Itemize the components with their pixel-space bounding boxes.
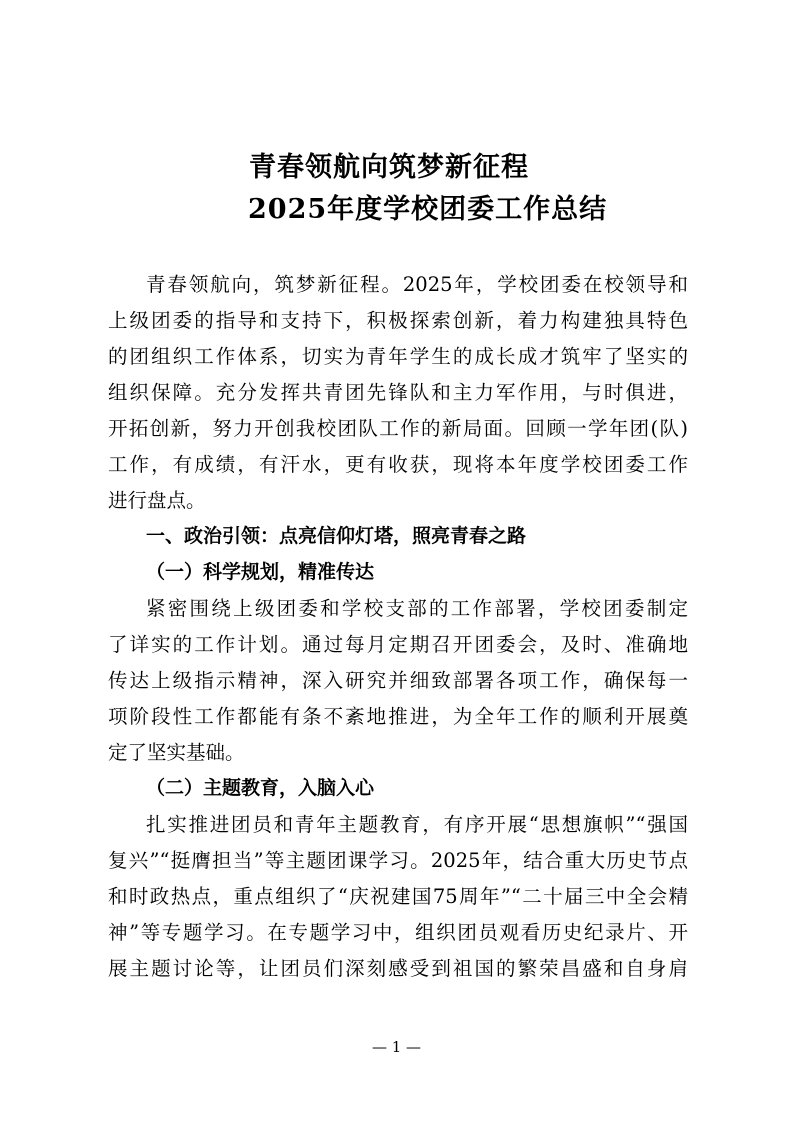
para1-line-2: 上级团委的指导和支持下，积极探索创新，着力构建独具特色 <box>108 309 688 332</box>
section-heading-1: 一、政治引领：点亮信仰灯塔，照亮青春之路 <box>146 525 527 547</box>
para1-line-5: 开拓创新，努力开创我校团队工作的新局面。回顾一学年团(队) <box>108 417 688 440</box>
title-line-2: 2025年度学校团委工作总结 <box>248 194 608 225</box>
para2-line-1: 紧密围绕上级团委和学校支部的工作部署，学校团委制定 <box>146 597 688 620</box>
para3-line-5: 展主题讨论等，让团员们深刻感受到祖国的繁荣昌盛和自身肩 <box>108 957 688 980</box>
para1-line-6: 工作，有成绩，有汗水，更有收获，现将本年度学校团委工作 <box>108 453 688 476</box>
para1-line-1: 青春领航向，筑梦新征程。2025年，学校团委在校领导和 <box>146 273 688 296</box>
para1-line-3: 的团组织工作体系，切实为青年学生的成长成才筑牢了坚实的 <box>108 345 688 368</box>
subheading-1: （一）科学规划，精准传达 <box>146 561 375 583</box>
para1-line-4: 组织保障。充分发挥共青团先锋队和主力军作用，与时俱进， <box>108 381 688 404</box>
subheading-2: （二）主题教育，入脑入心 <box>146 777 375 799</box>
page-number: — 1 — <box>371 1038 422 1056</box>
para3-line-1: 扎实推进团员和青年主题教育，有序开展“思想旗帜”“强国 <box>146 813 688 836</box>
para2-line-2: 了详实的工作计划。通过每月定期召开团委会，及时、准确地 <box>108 633 688 656</box>
para3-line-3: 和时政热点，重点组织了“庆祝建国75周年”“二十届三中全会精 <box>108 885 688 908</box>
para1-line-7: 进行盘点。 <box>108 489 206 512</box>
para2-line-5: 定了坚实基础。 <box>108 741 245 764</box>
para3-line-2: 复兴”“挺膺担当”等主题团课学习。2025年，结合重大历史节点 <box>108 849 688 872</box>
para3-line-4: 神”等专题学习。在专题学习中，组织团员观看历史纪录片、开 <box>108 921 688 944</box>
para2-line-3: 传达上级指示精神，深入研究并细致部署各项工作，确保每一 <box>108 669 688 692</box>
para2-line-4: 项阶段性工作都能有条不紊地推进，为全年工作的顺利开展奠 <box>108 705 688 728</box>
title-line-1: 青春领航向筑梦新征程 <box>249 152 529 183</box>
